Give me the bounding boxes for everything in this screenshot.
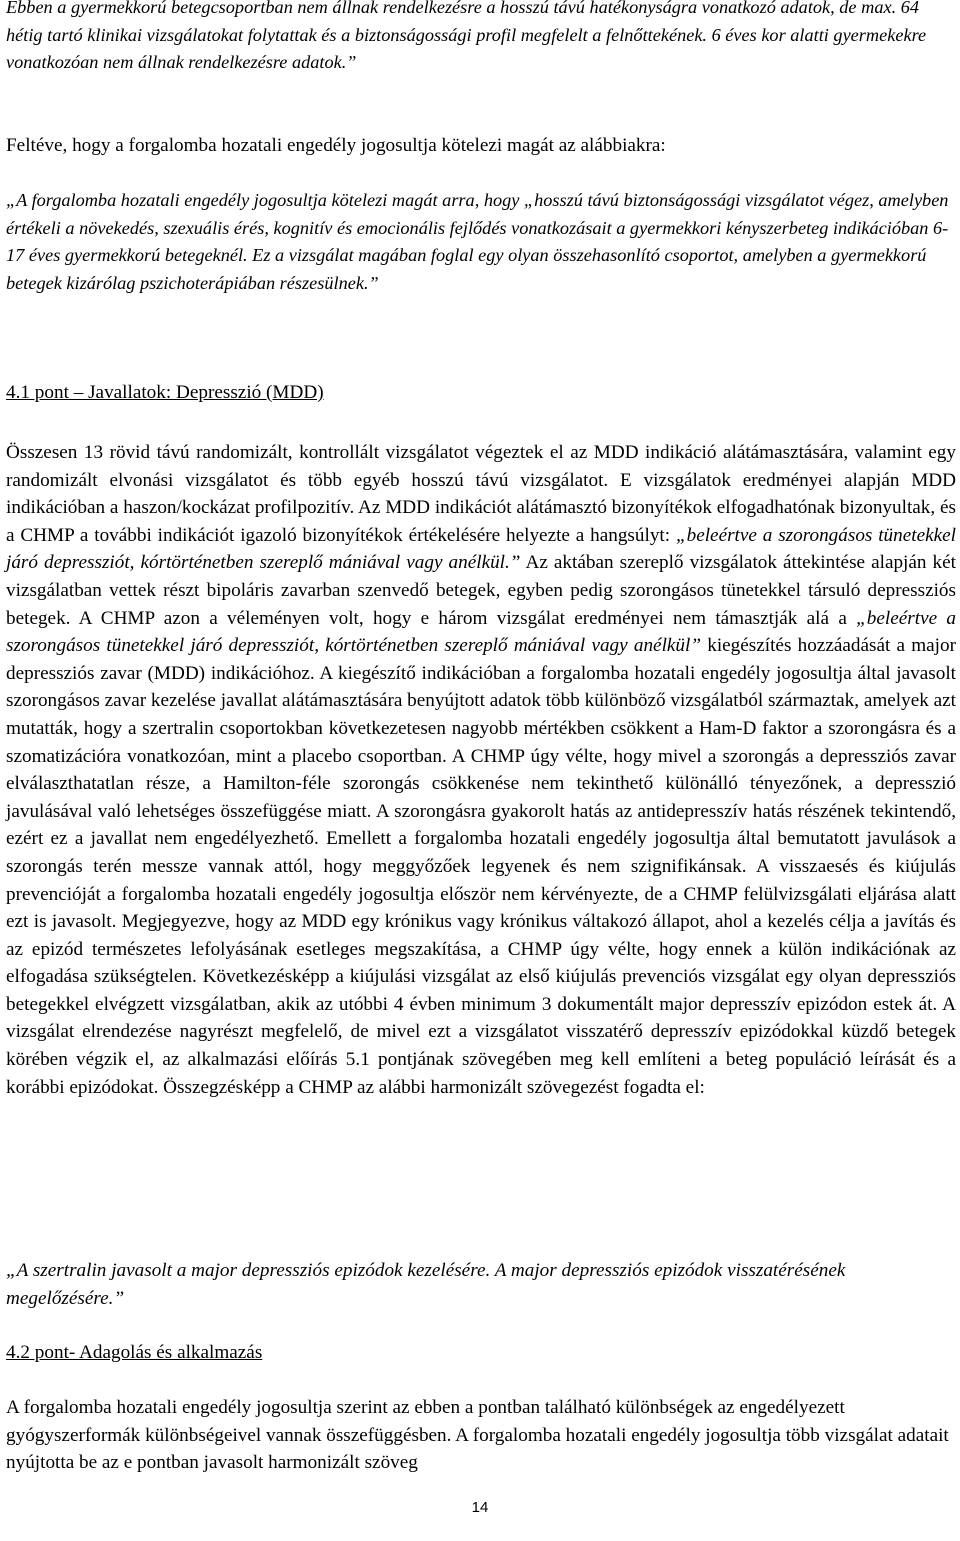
- page-number: 14: [471, 1499, 489, 1516]
- commitment-lead: Feltéve, hogy a forgalomba hozatali engedély jogosultja kötelezi magát az alábbiakra:: [6, 135, 666, 156]
- section-4-1-heading-text: 4.1 pont – Javallatok: Depresszió (MDD): [6, 382, 324, 403]
- body-text: kiegészítés hozzáadását a major depressziós zavar (MDD) indikációhoz. A kiegészítő indikációban a forgalomba hozatali engedély jogosultja által javasolt szorongásos zavar kezelése javallat alátámasztására benyújtott adatok több különböző vizsgálatból származtak, amelyek azt mutatták, hogy a szertralin csoportokban következetesen nagyobb mértékben csökkent a Ham-D faktor a szorongásra és a szomatizációra vonatkozóan, mint a placebo csoportban. A CHMP úgy vélte, hogy mivel a szorongás a depressziós zavar elválaszthatatlan része, a Hamilton-féle szorongás csökkenése nem tekinthető különálló tényezőnek, a depresszió javulásával való lehetséges összefüggése miatt. A szorongásra gyakorolt hatás az antidepresszív hatás részének tekintendő, ezért ez a javallat nem engedélyezhető. Emellett a forgalomba hozatali engedély jogosultja által bemutatott javulások a szorongás terén messze vannak attól, hogy meggyőzőek legyenek és nem szignifikánsak. A visszaesés és kiújulás prevencióját a forgalomba hozatali engedély jogosultja először nem kérvényezte, de a CHMP felülvizsgálati eljárása alatt ezt is javasolt. Megjegyezve, hogy az MDD egy krónikus vagy krónikus váltakozó állapot, ahol a kezelés célja a javítás és az epizód természetes lefolyásának esetleges megszakítása, a CHMP úgy vélte, hogy ennek a külön indikációnak az elfogadása szükségtelen. Következésképp a kiújulási vizsgálat az első kiújulás prevenciós vizsgálat egy olyan depressziós betegekkel elvégzett vizsgálatban, akik az utóbbi 4 évben minimum 3 dokumentált major depresszív epizódon estek át. A vizsgálat elrendezése nagyrészt megfelelő, de mivel ezt a vizsgálatot visszatérő depresszív epizódokkal küzdő betegek körében végzik el, az alkalmazási előírás 5.1 pontjának szövegében meg kell említeni a beteg populáció leírását és a korábbi epizódokat. Összegzésképp a CHMP az alábbi harmonizált szövegezést fogadta el:: [6, 635, 956, 1098]
- inline-quote: „beleértve a szorongásos tünetekkel járó depressziót, kórtörténetben szereplő mániával vagy anélkül.”: [6, 524, 956, 574]
- intro-quote: Ebben a gyermekkorú betegcsoportban nem állnak rendelkezésre a hosszú távú hatékonyságra vonatkozó adatok, de max. 64 hétig tartó klinikai vizsgálatokat folytattak és a biztonságossági profil megfelelt a felnőttekének. 6 éves kor alatti gyermekekre vonatkozóan nem állnak rendelkezésre adatok.”: [6, 0, 927, 73]
- harmonized-quote: „A szertralin javasolt a major depressziós epizódok kezelésére. A major depressziós epizódok visszatérésének megelőzésére.”: [6, 1260, 846, 1309]
- section-4-1-body: [6, 439, 956, 1101]
- inline-quote: „beleértve a szorongásos tünetekkel járó depressziót, kórtörténetben szereplő mániával vagy anélkül”: [6, 607, 956, 657]
- section-4-1-heading: [6, 379, 956, 407]
- section-4-2-heading-text: 4.2 pont- Adagolás és alkalmazás: [6, 1342, 263, 1363]
- body-text: Összesen 13 rövid távú randomizált, kontrollált vizsgálatot végeztek el az MDD indikáció alátámasztására, valamint egy randomizált elvonási vizsgálatot és több egyéb hosszú távú vizsgálatot. E vizsgálatok eredményei alapján MDD indikációban a haszon/kockázat profilpozitív. Az MDD indikációt alátámasztó bizonyítékok elfogadhatónak bizonyultak, és a CHMP a további indikációt igazoló bizonyítékok értékelésére helyezte a hangsúlyt:: [6, 442, 956, 546]
- section-4-2-heading: [6, 1339, 956, 1367]
- commitment-quote: „A forgalomba hozatali engedély jogosultja kötelezi magát arra, hogy „hosszú távú biztonságossági vizsgálatot végez, amelyben értékeli a növekedés, szexuális érés, kognitív és emocionális fejlődés vonatkozásait a gyermekkori kényszerbeteg indikációban 6-17 éves gyermekkorú betegeknél. Ez a vizsgálat magában foglal egy olyan összehasonlító csoportot, amelyben a gyermekkorú betegek kizárólag pszichoterápiában részesülnek.”: [6, 190, 949, 293]
- body-text: Az aktában szereplő vizsgálatok áttekintése alapján két vizsgálatban vettek részt bipoláris zavarban szenvedő betegek, egyben pedig szorongásos tünetekkel társuló depressziós betegek. A CHMP azon a véleményen volt, hogy e három vizsgálat eredményei nem támasztják alá a: [6, 552, 956, 629]
- section-4-2-body: A forgalomba hozatali engedély jogosultja szerint az ebben a pontban található különbségek az engedélyezett gyógyszerformák különbségeivel vannak összefüggésben. A forgalomba hozatali engedély jogosultja több vizsgálat adatait nyújtotta be az e pontban javasolt harmonizált szöveg: [6, 1397, 949, 1474]
